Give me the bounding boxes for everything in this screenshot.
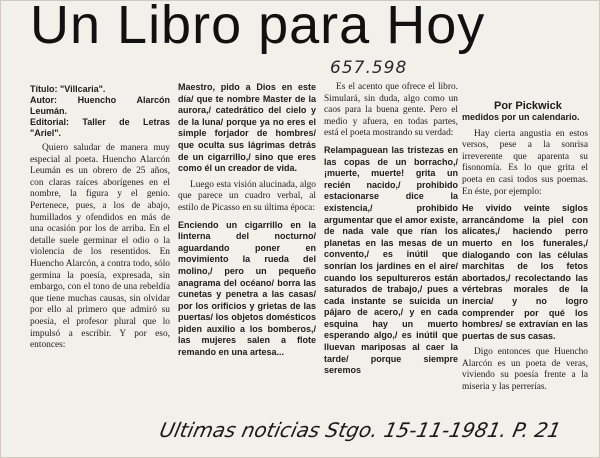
column-4 bbox=[462, 112, 588, 422]
paragraph: Es el acento que ofrece el libro. Simulará, sin duda, algo como un caos para la buena gente. Pero el medio y afuera, en todas partes, está el poeta mostrando su verdad: bbox=[324, 82, 458, 139]
paragraph: Luego esta visión alucinada, algo que parece un cuadro verbal, al estilo de Picasso en su última época: bbox=[178, 179, 316, 213]
poem-excerpt: Maestro, pido a Dios en este día/ que te nombre Master de la aurora,/ catedrático del cielo y de la luna/ porque ya no eres el simple forjador de hombres/ que oculta sus lágrimas detrás de un cigarrillo,/ sino que eres como él un creador de vida. bbox=[178, 82, 316, 174]
byline: Por Pickwick bbox=[494, 100, 562, 112]
book-metadata bbox=[30, 84, 170, 139]
column-3 bbox=[324, 82, 458, 382]
paragraph: Quiero saludar de manera muy especial al poeta. Huencho Alarcón Leumán es un obrero de 25 años, con claras raíces aborígenes en el nombre, la figura y el genio. Pertenece, pues, a los de abajo, humillados y ofendidos en más de una ocasión por los de arriba. En el detalle suele germinar el odio o la violencia de los resentidos. En Huencho Alarcón, a contra todo, sólo germina la poesía, expresada, sin embargo, con el tono de una rebeldía que tiene muchas causas, sin olvidar por ello al primero que admiró su poesía, el profesor plural que lo impulsó a escribir. Y por eso, entonces: bbox=[30, 143, 170, 351]
handwritten-catalog-number: 657.598 bbox=[330, 58, 408, 78]
poem-excerpt: medidos por un calendario. bbox=[462, 112, 580, 122]
book-title: Título: "Villcaria". bbox=[30, 84, 106, 94]
column-1 bbox=[30, 84, 170, 414]
handwritten-source-note: Ultimas noticias Stgo. 15-11-1981. P. 21 bbox=[157, 418, 564, 442]
paragraph: Hay cierta angustia en estos versos, pese a la sonrisa irreverente que aparenta su fisonomía. Es lo que grita el poeta en casi todos sus poemas. En éste, por ejemplo: bbox=[462, 128, 588, 197]
book-author: Autor: Huencho Alarcón Leumán. bbox=[30, 95, 170, 116]
paragraph: Digo entonces que Huencho Alarcón es un poeta de veras, viviendo su poesía frente a la miseria y las perrerías. bbox=[462, 347, 588, 393]
book-publisher: Editorial: Taller de Letras "Ariel". bbox=[30, 117, 170, 138]
headline: Un Libro para Hoy bbox=[30, 0, 486, 55]
poem-excerpt: Enciendo un cigarrillo en la linterna del nocturno/ aguardando poner en movimiento la rueda del molino,/ pero un pequeño anagrama del océano/ borra las cunetas y penetra a las casas/ por los orificios y grietas de las puertas/ los objetos domésticos piden auxilio a los bomberos,/ las mujeres salen a flote remando en una artesa... bbox=[178, 219, 316, 358]
column-2 bbox=[178, 82, 316, 382]
poem-excerpt: He vivido veinte siglos arrancándome la piel con alicates,/ haciendo perro muerto en los funerales,/ dialogando con las células marchitas de los fetos abortados,/ recolectando las vértebras morales de la inercia/ y no logro comprender por qué los hombres/ se extravían en las puertas de sus casas. bbox=[462, 203, 588, 341]
poem-excerpt: Relampaguean las tristezas en las copas de un borracho,/ ¡muerte, muerte! grita un recién nacido,/ prohibido estacionarse dice la existencia,/ prohibido argumentar que el amor existe, de nada vale que rían los planetas en las mesas de un convento,/ es inútil que sonrían los jardines en el aire/ cuando los sepultureros están saturados de trabajo,/ pues a cada instante se suicida un pájaro de acero,/ y en cada esquina hay un muerto esperando algo,/ es inútil que lluevan mariposas al caer la tarde/ porque siempre seremos bbox=[324, 144, 458, 376]
